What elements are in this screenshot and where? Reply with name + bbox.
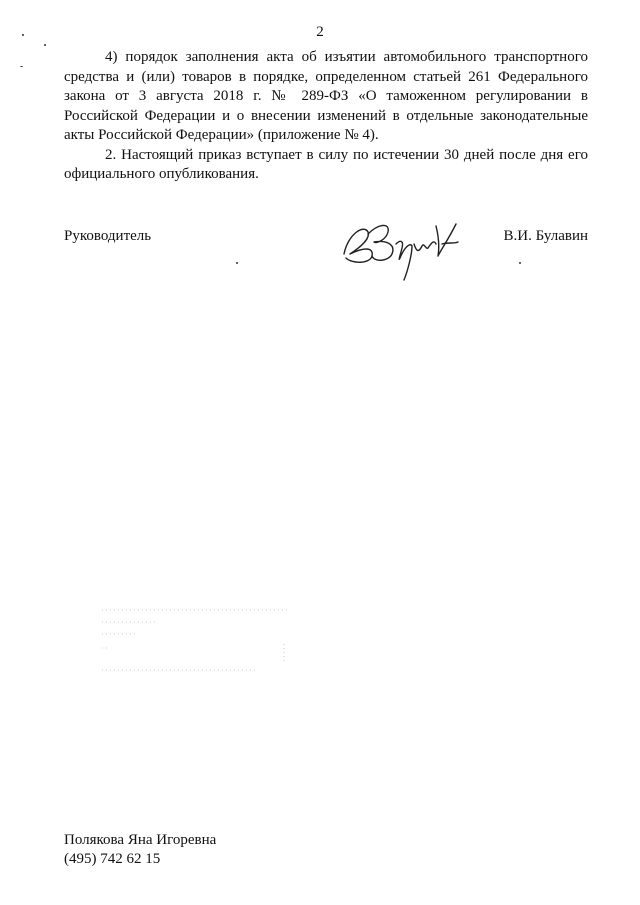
paragraph-effective-date: 2. Настоящий приказ вступает в силу по истечении 30 дней после дня его официального опубликования. [64, 146, 588, 182]
signature-block [64, 228, 588, 288]
paragraph-item-4: 4) порядок заполнения акта об изъятии автомобильного транспортного средства и (или) товаров в порядке, определенном статьей 261 Федерального закона от 3 августа 2018 г. № 289-ФЗ «О таможенном регулировании в Российской Федерации и о внесении изменений в отдельные законодательные акты Российской Федерации» (приложение № 4). [64, 49, 588, 143]
scan-speck [236, 262, 238, 264]
executor-name: Полякова Яна Игоревна [64, 832, 217, 848]
document-body [64, 48, 588, 185]
scan-speck [519, 262, 521, 264]
executor-info [64, 831, 216, 869]
page-number: 2 [316, 24, 324, 40]
scan-speck [22, 34, 24, 36]
executor-phone: (495) 742 62 15 [64, 851, 161, 867]
scan-speck [20, 66, 23, 67]
signer-name: В.И. Булавин [503, 228, 588, 244]
signer-position: Руководитель [64, 228, 152, 244]
scan-speck [44, 44, 46, 46]
faint-stamp-lines [98, 604, 298, 684]
handwritten-signature [338, 214, 488, 284]
